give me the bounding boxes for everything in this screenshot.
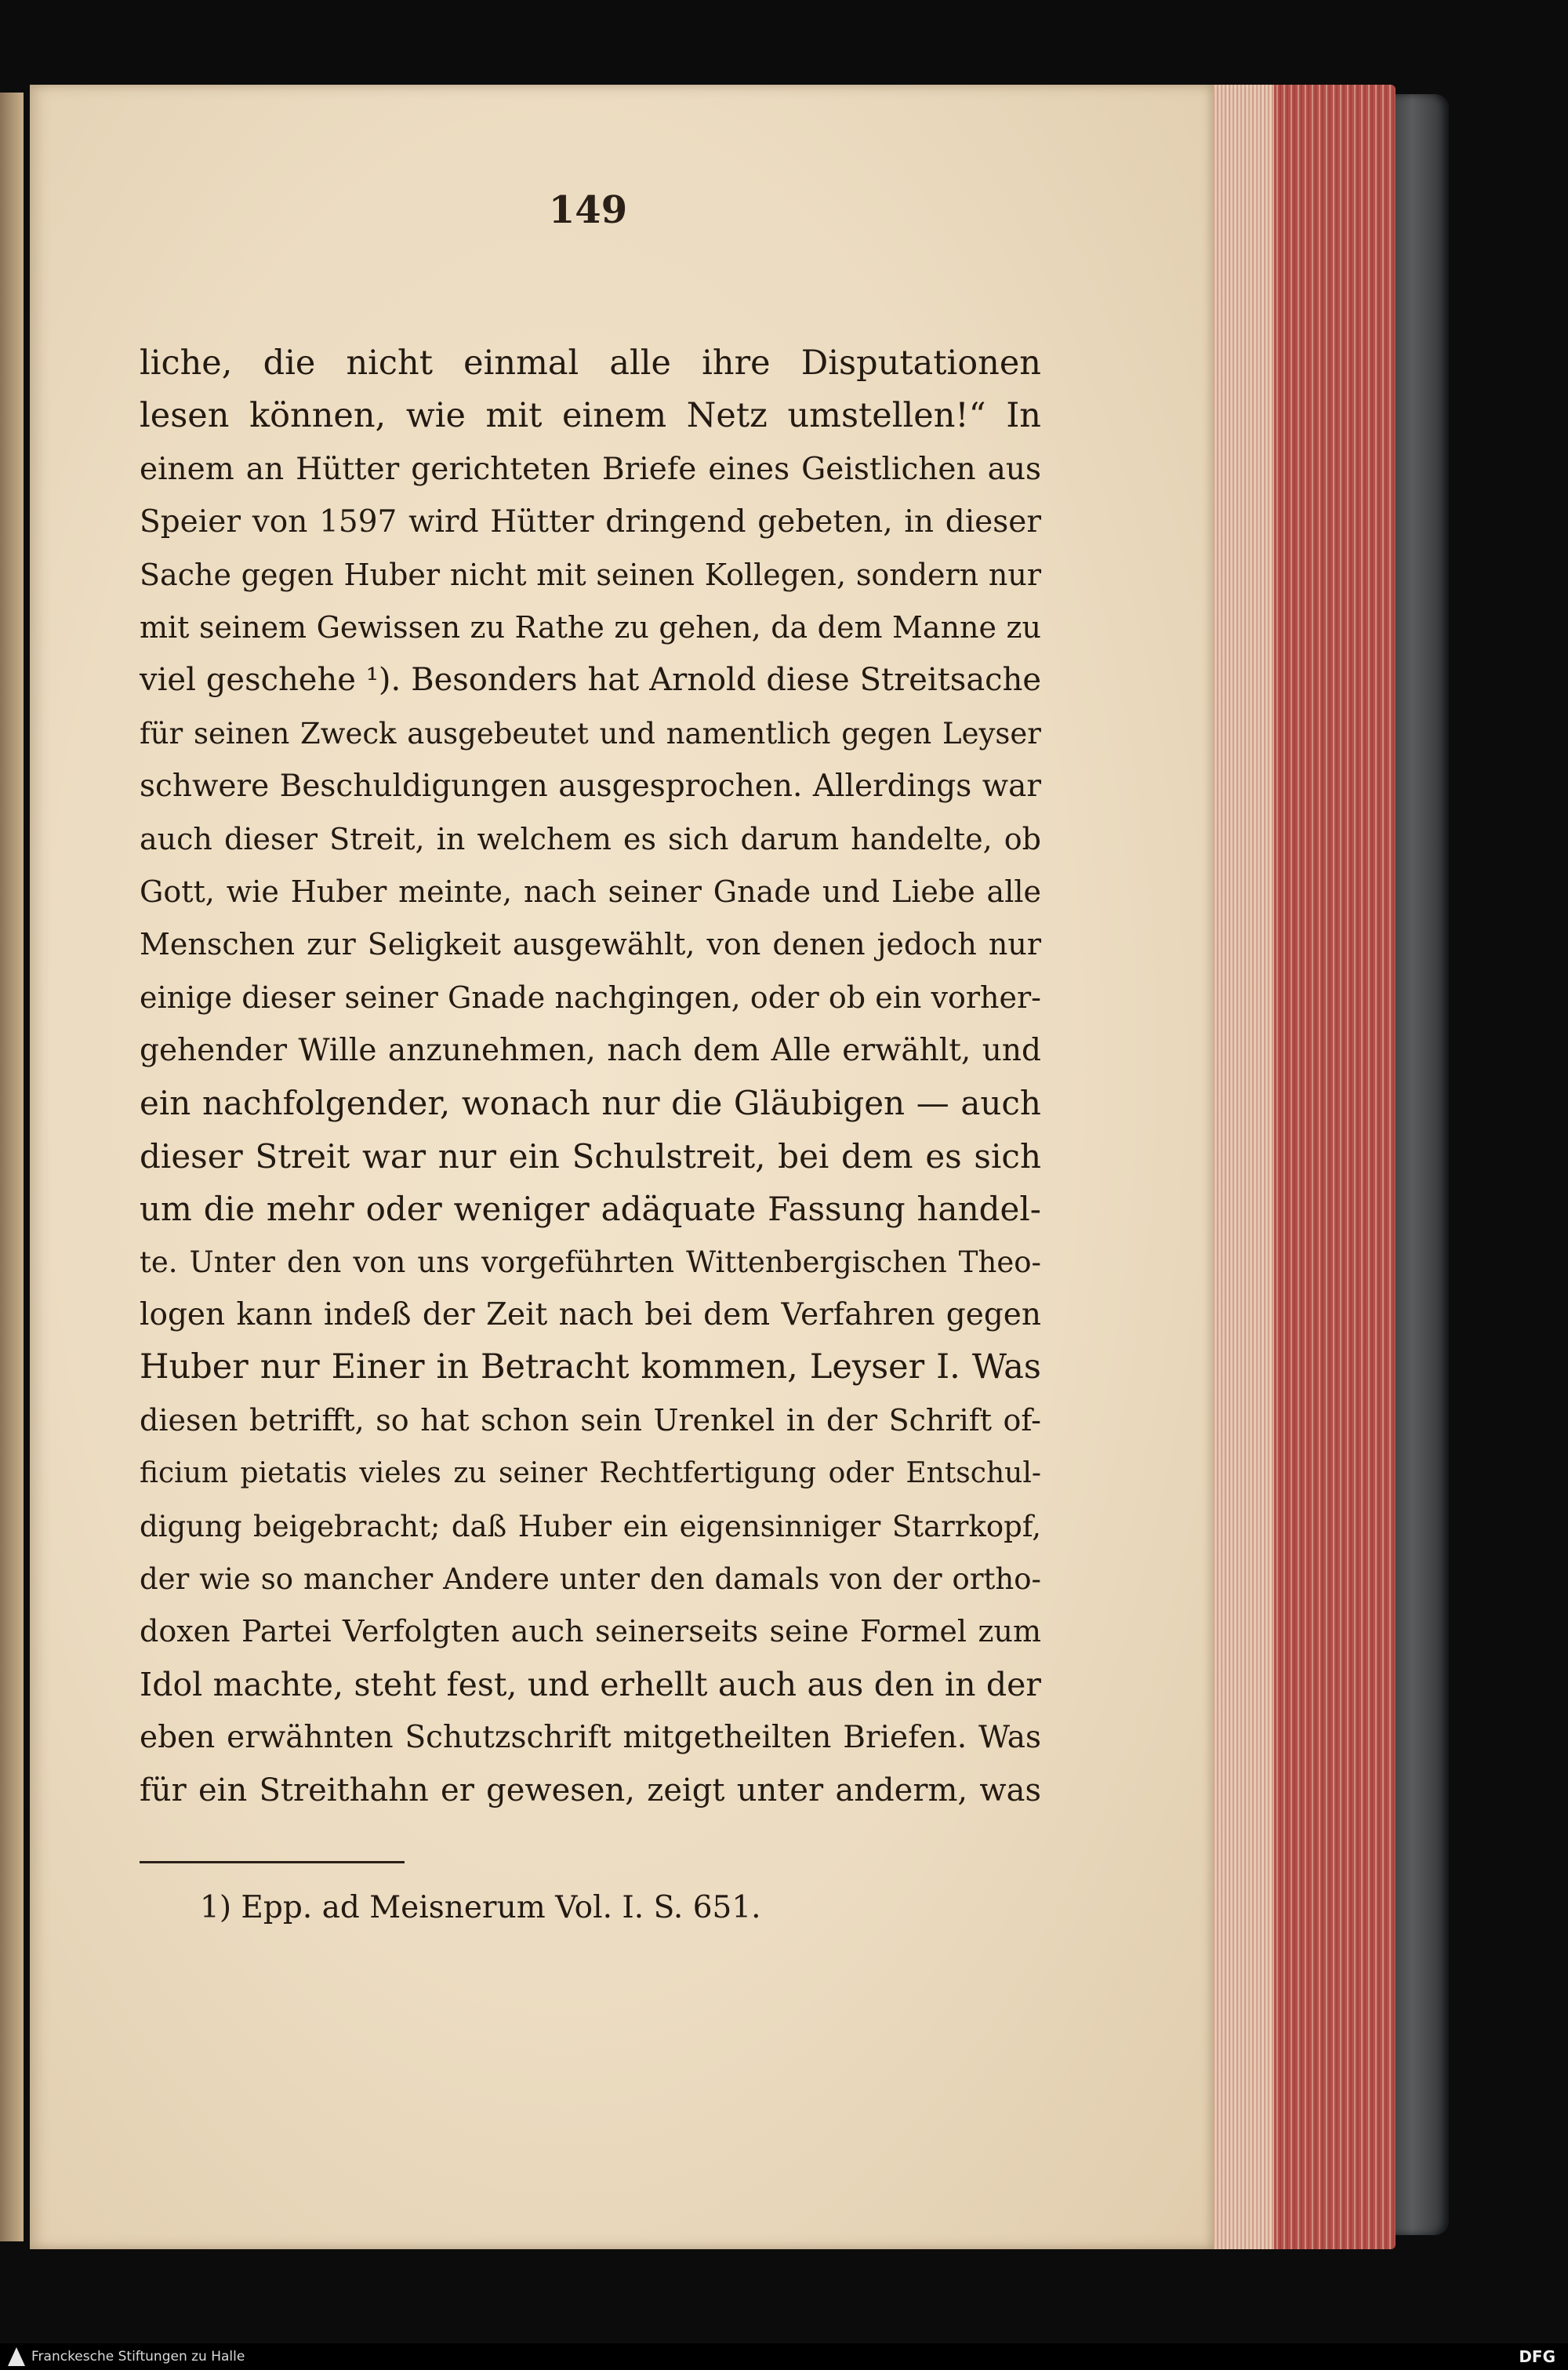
text-line: diesen betrifft, so hat schon sein Urenkel in der Schrift of- xyxy=(140,1402,1041,1438)
book-cover xyxy=(1388,94,1449,2235)
main-text xyxy=(140,337,1041,1817)
text-line: einige dieser seiner Gnade nachgingen, oder ob ein vorher- xyxy=(140,980,1041,1015)
text-line: Speier von 1597 wird Hütter dringend gebeten, in dieser xyxy=(140,504,1041,540)
footer-bar xyxy=(0,2343,1568,2370)
institution-logo-icon xyxy=(8,2347,25,2366)
text-line: einem an Hütter gerichteten Briefe eines Geistlichen aus xyxy=(140,451,1041,487)
left-page-edge xyxy=(0,93,24,2241)
text-line: Gott, wie Huber meinte, nach seiner Gnade und Liebe alle xyxy=(140,874,1041,909)
text-line: für ein Streithahn er gewesen, zeigt unter anderm, was xyxy=(140,1772,1041,1808)
text-line: digung beigebracht; daß Huber ein eigensinniger Starrkopf, xyxy=(140,1509,1041,1543)
text-line: gehender Wille anzunehmen, nach dem Alle erwählt, und xyxy=(140,1033,1041,1069)
text-line: auch dieser Streit, in welchem es sich darum handelte, ob xyxy=(140,821,1041,856)
page-block-edges xyxy=(1203,85,1396,2249)
page-number: 149 xyxy=(548,188,628,232)
institution-label: Franckesche Stiftungen zu Halle xyxy=(31,2349,245,2365)
text-line: Huber nur Einer in Betracht kommen, Leyser I. Was xyxy=(140,1347,1041,1387)
text-line: Menschen zur Seligkeit ausgewählt, von denen jedoch nur xyxy=(140,927,1041,962)
text-line: der wie so mancher Andere unter den damals von der ortho- xyxy=(140,1561,1041,1596)
text-line: liche, die nicht einmal alle ihre Disputationen xyxy=(140,344,1041,383)
text-line: für seinen Zweck ausgebeutet und namentlich gegen Leyser xyxy=(140,716,1041,751)
text-line: ficium pietatis vieles zu seiner Rechtfertigung oder Entschul- xyxy=(140,1457,1041,1490)
text-line: ein nachfolgender, wonach nur die Gläubigen — auch xyxy=(140,1084,1041,1123)
text-line: doxen Partei Verfolgten auch seinerseits seine Formel zum xyxy=(140,1614,1041,1649)
text-line: um die mehr oder weniger adäquate Fassung handel- xyxy=(140,1190,1041,1229)
text-line: Sache gegen Huber nicht mit seinen Kollegen, sondern nur xyxy=(140,557,1041,592)
footnote: 1) Epp. ad Meisnerum Vol. I. S. 651. xyxy=(200,1890,761,1925)
text-line: dieser Streit war nur ein Schulstreit, bei dem es sich xyxy=(140,1136,1041,1176)
text-line: logen kann indeß der Zeit nach bei dem Verfahren gegen xyxy=(140,1297,1041,1333)
footnote-rule xyxy=(140,1861,405,1863)
text-line: viel geschehe ¹). Besonders hat Arnold diese Streitsache xyxy=(140,662,1041,699)
text-line: te. Unter den von uns vorgeführten Wittenbergischen Theo- xyxy=(140,1245,1041,1279)
text-line: Idol machte, steht fest, und erhellt auch aus den in der xyxy=(140,1665,1041,1703)
text-line: schwere Beschuldigungen ausgesprochen. Allerdings war xyxy=(140,769,1041,805)
dfg-logo: DFG xyxy=(1519,2347,1555,2366)
text-line: lesen können, wie mit einem Netz umstellen!“ In xyxy=(140,396,1041,436)
text-line: mit seinem Gewissen zu Rathe zu gehen, da dem Manne zu xyxy=(140,609,1041,645)
text-line: eben erwähnten Schutzschrift mitgetheilten Briefen. Was xyxy=(140,1720,1041,1756)
